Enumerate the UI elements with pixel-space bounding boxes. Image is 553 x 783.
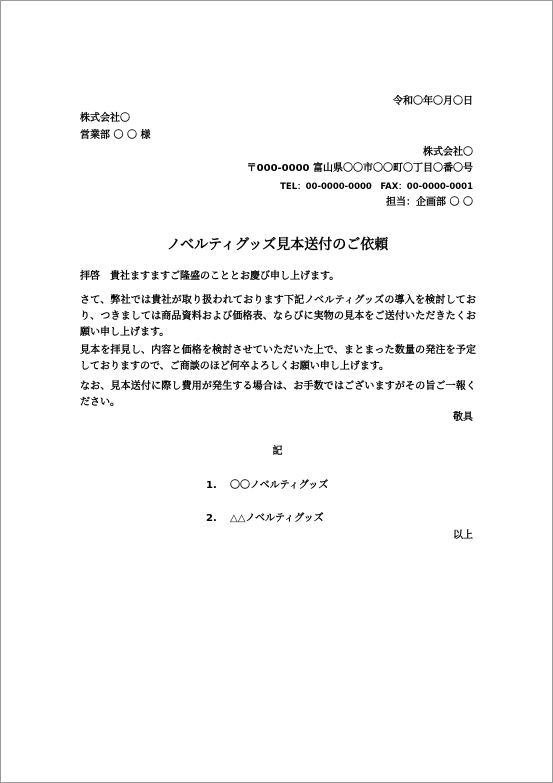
sender-company: 株式会社〇 xyxy=(423,147,473,158)
body-paragraph-2: 見本を拝見し、内容と価格を検討させていただいた上で、まとまった数量の発注を予定しておりますので、ご商談のほど何卒よろしくお願い申し上げます。 xyxy=(80,345,476,372)
list-item-text: 〇〇ノベルティグッズ xyxy=(230,480,329,491)
document-date: 令和〇年〇月〇日 xyxy=(393,96,473,107)
recipient-person: 営業部 〇 〇 様 xyxy=(80,130,151,141)
sender-person: 担当：企画部 〇 〇 xyxy=(386,197,473,208)
recipient-company: 株式会社〇 xyxy=(80,113,130,124)
body-paragraph-1: さて、弊社では貴社が取り扱われております下記ノベルティグッズの導入を検討しており、つきましては商品資料および価格表、ならびに実物の見本をご送付いただきたくお願い申し上げます。 xyxy=(80,295,476,338)
greeting: 拝啓 貴社ますますご隆盛のこととお慶び申し上げます。 xyxy=(80,271,340,282)
body-paragraph-3: なお、見本送付に際し費用が発生する場合は、お手数ではございますがその旨ご一報ください。 xyxy=(80,381,476,408)
notes-heading: 記 xyxy=(272,446,283,457)
closing-ijou: 以上 xyxy=(453,530,473,541)
list-item xyxy=(206,479,328,493)
list-item xyxy=(206,512,324,526)
list-item-text: △△ノベルティグッズ xyxy=(230,513,324,524)
list-item-number: 2. xyxy=(206,513,217,524)
sender-address: 〒000-0000 富山県〇〇市〇〇町〇丁目〇番〇号 xyxy=(246,163,473,174)
list-item-number: 1. xyxy=(206,480,217,491)
closing-keigu: 敬具 xyxy=(453,412,473,423)
sender-contact: TEL：00-0000-0000 FAX：00-0000-0001 xyxy=(280,182,473,192)
document-title: ノベルティグッズ見本送付のご依頼 xyxy=(166,237,389,253)
